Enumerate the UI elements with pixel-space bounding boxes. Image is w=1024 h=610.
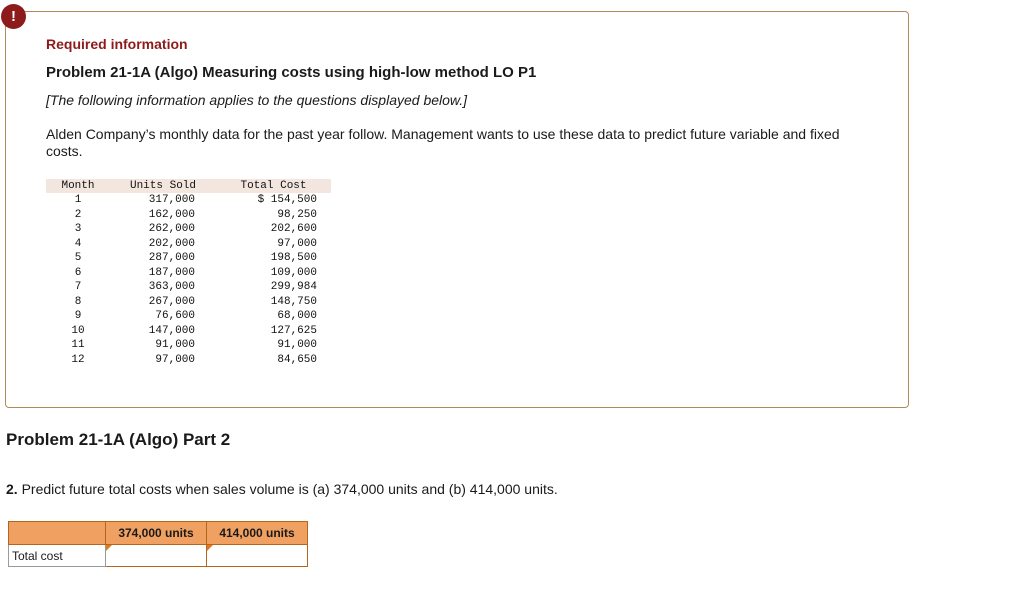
- month-cell: 7: [74, 281, 82, 293]
- table-row: [46, 295, 331, 310]
- month-cell: 3: [74, 223, 82, 235]
- units-cell: 287,000: [148, 252, 195, 264]
- table-row: [46, 353, 331, 368]
- table-header-row: [46, 179, 331, 193]
- cost-cell: 127,625: [270, 324, 317, 337]
- header-month: Month: [46, 179, 110, 193]
- cost-cell: 299,984: [270, 281, 317, 293]
- table-row: [46, 338, 331, 353]
- month-cell: 1: [74, 194, 82, 206]
- table-row: [46, 251, 331, 266]
- part-title: Problem 21-1A (Algo) Part 2: [6, 430, 231, 449]
- cost-cell: $ 154,500: [257, 194, 317, 206]
- month-cell: 11: [71, 339, 85, 351]
- alert-icon: !: [1, 4, 26, 29]
- header-414000-units: 414,000 units: [207, 522, 308, 545]
- units-cell: 162,000: [148, 208, 195, 221]
- table-row: [46, 222, 331, 237]
- cost-cell: 198,500: [270, 252, 317, 264]
- units-cell: 147,000: [148, 324, 195, 337]
- flag-icon: [207, 545, 213, 551]
- problem-title: Problem 21-1A (Algo) Measuring costs using high-low method LO P1: [46, 64, 537, 81]
- answer-header-row: [9, 522, 308, 545]
- required-information-label: Required information: [46, 36, 188, 52]
- cost-cell: 91,000: [277, 339, 317, 351]
- month-cell: 9: [74, 310, 82, 322]
- month-cell: 4: [74, 237, 82, 250]
- answer-header-blank: [9, 522, 106, 545]
- month-cell: 6: [74, 266, 82, 279]
- month-cell: 2: [74, 208, 82, 221]
- answer-cell-374000: [106, 545, 207, 567]
- units-cell: 317,000: [148, 194, 195, 206]
- cost-cell: 98,250: [277, 208, 317, 221]
- flag-icon: [106, 545, 112, 551]
- cost-cell: 202,600: [270, 223, 317, 235]
- row-label-total-cost: Total cost: [9, 545, 106, 567]
- cost-cell: 68,000: [277, 310, 317, 322]
- monthly-data-table: [46, 179, 331, 367]
- question-body: Predict future total costs when sales volume is (a) 374,000 units and (b) 414,000 units.: [21, 481, 558, 497]
- applies-note: [The following information applies to the questions displayed below.]: [46, 92, 468, 108]
- cost-cell: 97,000: [277, 237, 317, 250]
- month-cell: 12: [71, 353, 85, 366]
- units-cell: 262,000: [148, 223, 195, 235]
- table-row: [46, 208, 331, 223]
- answer-table: [8, 521, 308, 567]
- units-cell: 91,000: [155, 339, 195, 351]
- month-cell: 10: [71, 324, 85, 337]
- units-cell: 97,000: [155, 353, 195, 366]
- cost-cell: 109,000: [270, 266, 317, 279]
- total-cost-414000-input[interactable]: [207, 546, 307, 566]
- units-cell: 187,000: [148, 266, 195, 279]
- header-units-sold: Units Sold: [110, 179, 210, 193]
- table-row: [46, 266, 331, 281]
- cost-cell: 148,750: [270, 295, 317, 308]
- header-total-cost: Total Cost: [210, 179, 331, 193]
- table-row: [46, 237, 331, 252]
- units-cell: 76,600: [155, 310, 195, 322]
- table-row: [46, 193, 331, 208]
- table-row: [46, 324, 331, 339]
- month-cell: 5: [74, 252, 82, 264]
- units-cell: 202,000: [148, 237, 195, 250]
- question-text: [6, 481, 558, 497]
- total-cost-374000-input[interactable]: [106, 546, 206, 566]
- units-cell: 267,000: [148, 295, 195, 308]
- header-374000-units: 374,000 units: [106, 522, 207, 545]
- cost-cell: 84,650: [277, 353, 317, 366]
- table-row: [46, 280, 331, 295]
- answer-row-total-cost: [9, 545, 308, 567]
- problem-description: Alden Company’s monthly data for the past year follow. Management wants to use these data to predict future variable and fixed costs.: [46, 126, 840, 159]
- month-cell: 8: [74, 295, 82, 308]
- table-row: [46, 309, 331, 324]
- question-number: 2.: [6, 481, 18, 497]
- units-cell: 363,000: [148, 281, 195, 293]
- answer-cell-414000: [207, 545, 308, 567]
